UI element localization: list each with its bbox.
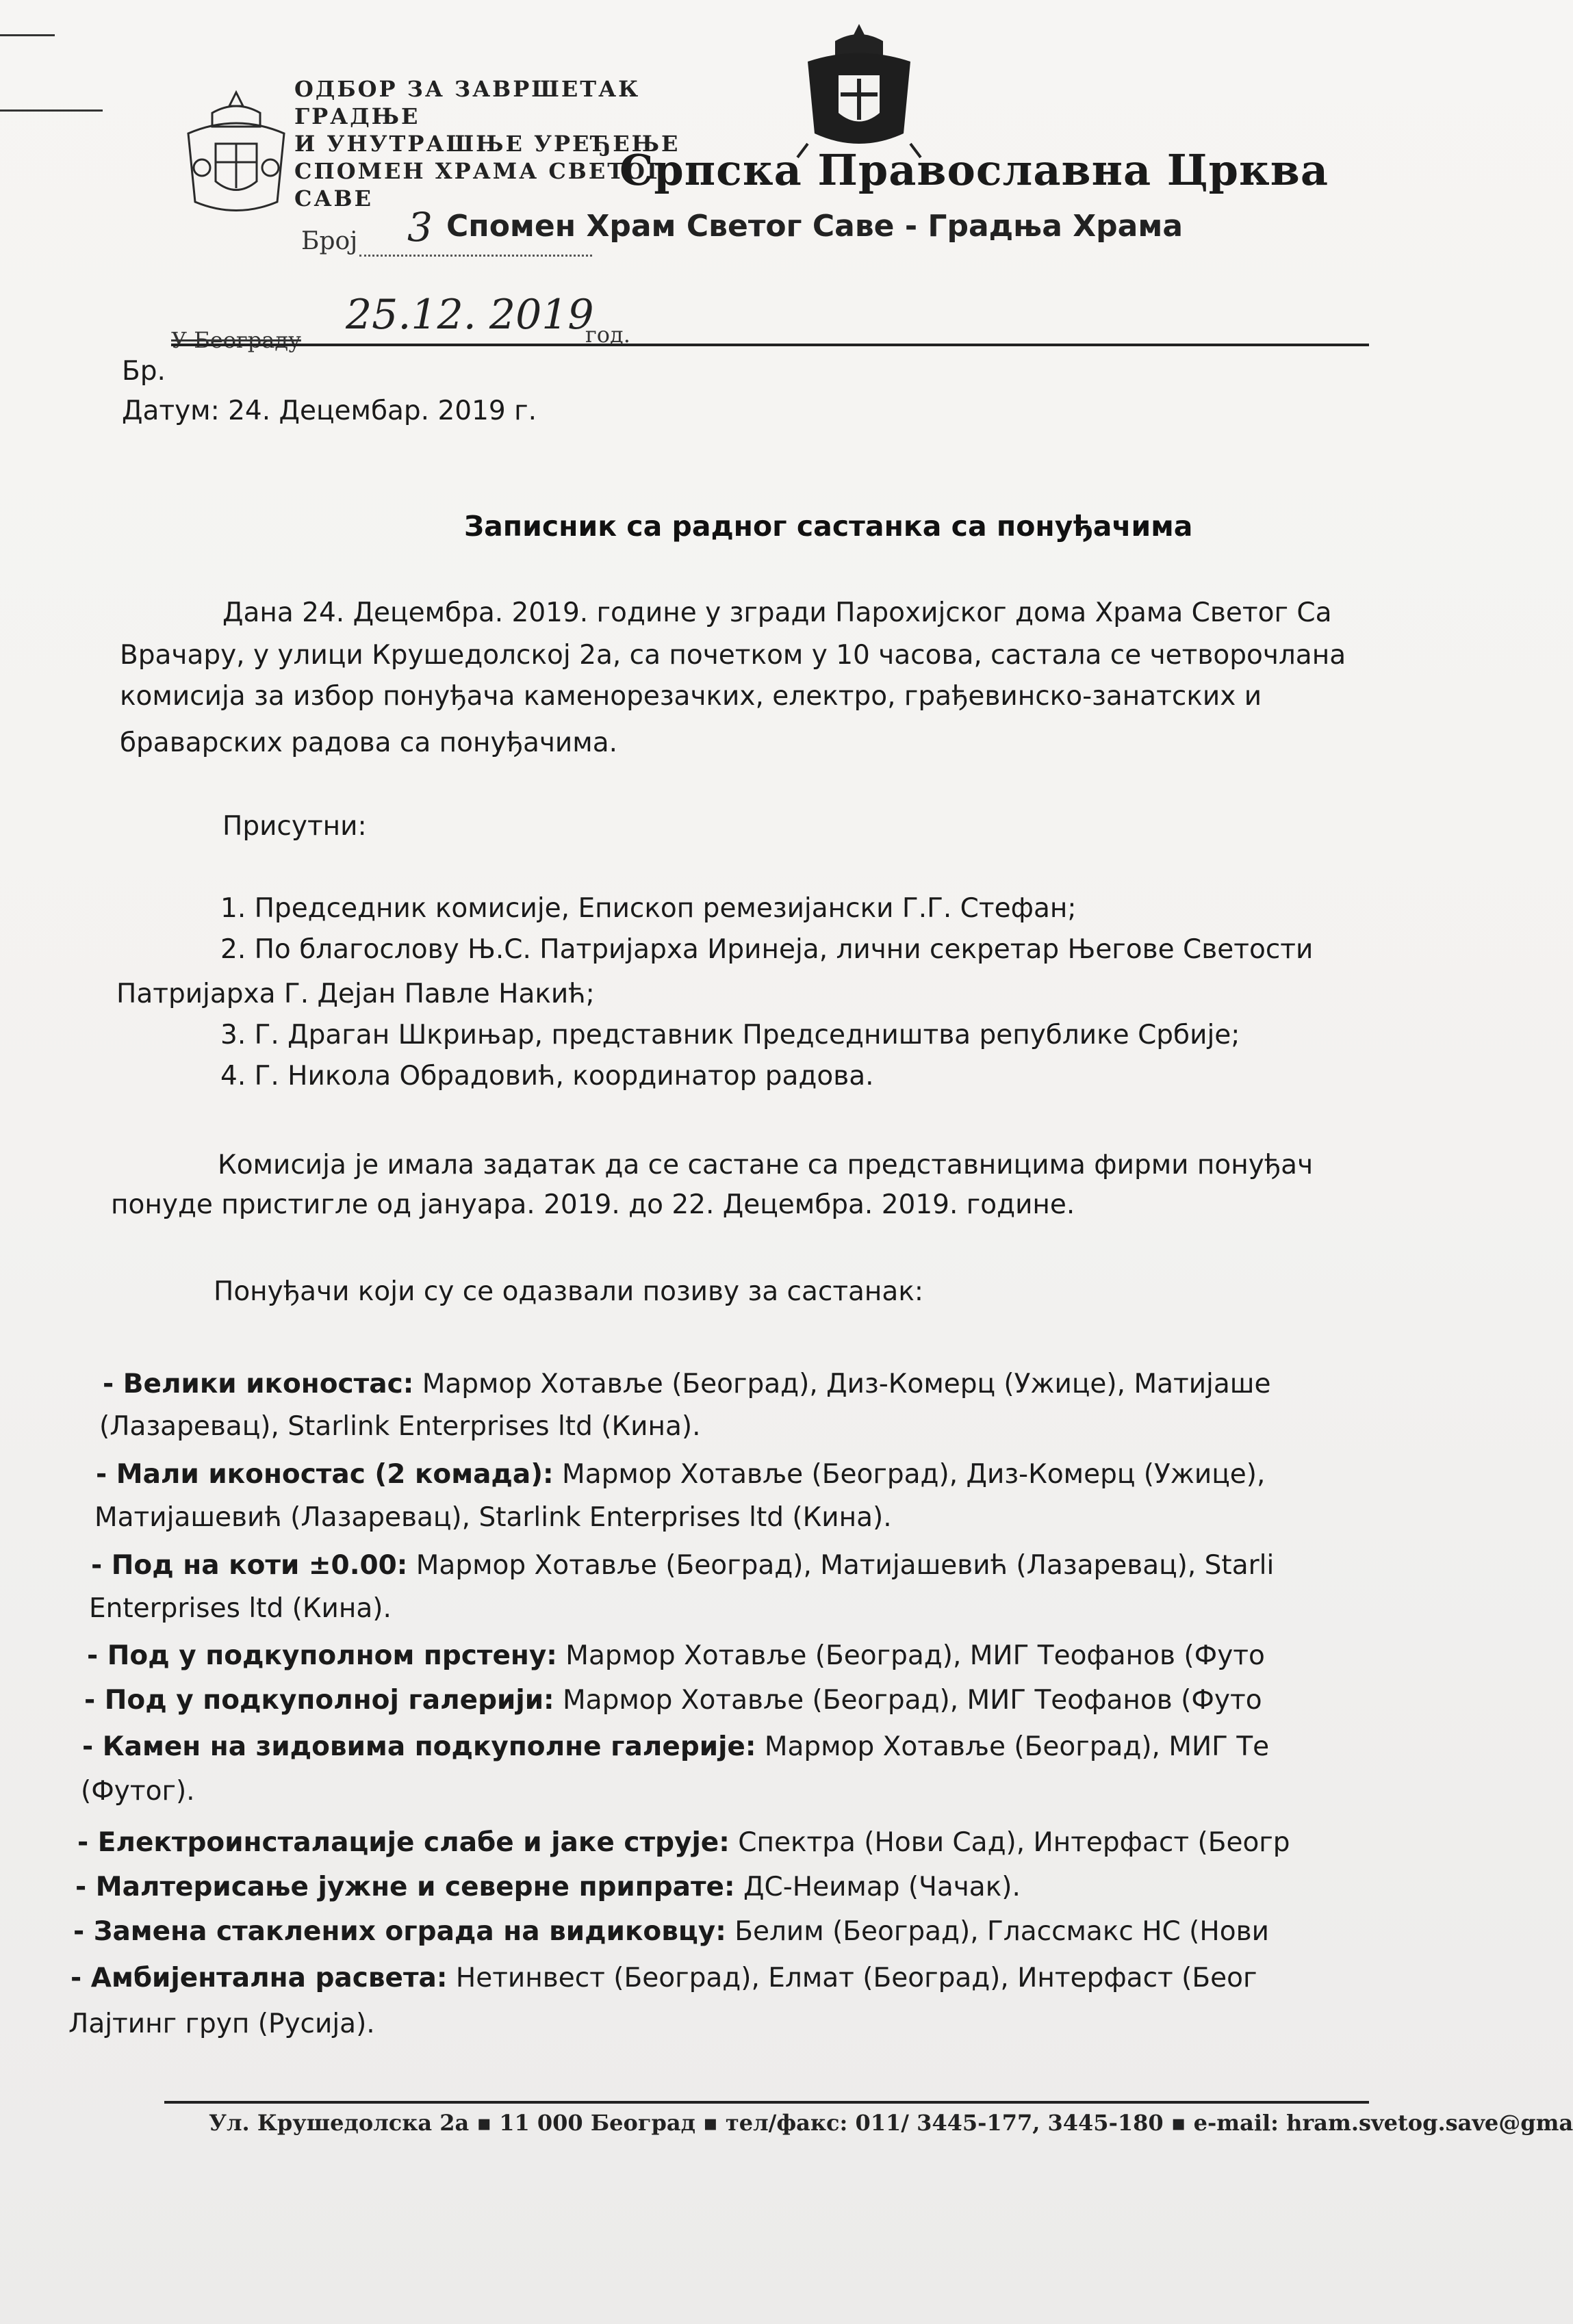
bidder-names: Мармор Хотавље (Београд), МИГ Те: [756, 1731, 1270, 1762]
bidder-names: Мармор Хотавље (Београд), МИГ Теофанов (Футо: [557, 1640, 1265, 1671]
intro-line: комисија за избор понуђача каменорезачких, електро, грађевинско-занатских и: [120, 681, 1262, 712]
task-line: понуде пристигле од јануара. 2019. до 22. Децембра. 2019. године.: [111, 1189, 1075, 1220]
present-label: Присутни:: [222, 811, 367, 842]
margin-mark: [0, 109, 103, 112]
bidder-item: [103, 1362, 1270, 1407]
bidder-names: Мармор Хотавље (Београд), Диз-Комерц (Ужице), Матијаше: [413, 1369, 1271, 1399]
handwritten-date: 25.12. 2019: [346, 291, 594, 339]
place-label: У Београду: [171, 327, 301, 353]
work-type: - Амбијентална расвета:: [71, 1963, 448, 1993]
footer-rule: [164, 2101, 1369, 2104]
year-suffix: год.: [585, 322, 630, 348]
work-type: - Електроинсталације слабе и јаке струје:: [77, 1827, 730, 1858]
bidder-item: [71, 1956, 1257, 2001]
bidder-item: [82, 1725, 1269, 1770]
reference-number: Бр.: [122, 356, 166, 387]
intro-line: Врачару, у улици Крушедолској 2а, са почетком у 10 часова, састала се четворочлана: [120, 640, 1346, 671]
bidder-names: Нетинвест (Београд), Елмат (Београд), Интерфаст (Беог: [447, 1963, 1257, 1993]
work-type: - Мали иконостас (2 комада):: [96, 1459, 554, 1490]
bidder-names: Мармор Хотавље (Београд), Матијашевић (Лазаревац), Starli: [407, 1550, 1275, 1581]
bidders-intro: Понуђачи који су се одазвали позиву за састанак:: [214, 1276, 924, 1307]
bidder-item: [91, 1543, 1274, 1588]
bidder-item: [84, 1678, 1262, 1723]
work-type: - Велики иконостас:: [103, 1369, 414, 1399]
bidder-names: Спектра (Нови Сад), Интерфаст (Беогр: [729, 1827, 1290, 1858]
intro-line: Дана 24. Децембра. 2019. године у згради Парохијског дома Храма Светог Са: [222, 597, 1332, 628]
bidder-item-continuation: Матијашевић (Лазаревац), Starlink Enterprises ltd (Кина).: [94, 1502, 892, 1533]
intro-line: браварских радова са понуђачима.: [120, 727, 617, 758]
bidder-item: [96, 1452, 1265, 1497]
work-type: - Под у подкуполном прстену:: [87, 1640, 557, 1671]
letterhead-subtitle: Спомен Храм Светог Саве - Градња Храма: [446, 209, 1184, 244]
bidder-names: ДС-Неимар (Чачак).: [734, 1872, 1021, 1902]
church-coat-of-arms-icon: [794, 21, 924, 157]
attendee-item: 2. По благослову Њ.С. Патријарха Иринеја, лични секретар Његове Светости: [220, 934, 1314, 965]
handwritten-number: 3: [407, 204, 433, 250]
committee-crest-icon: [175, 86, 298, 222]
work-type: - Замена стаклених ограда на видиковцу:: [73, 1916, 726, 1947]
work-type: - Малтерисање јужне и северне припрате:: [75, 1872, 735, 1902]
bidder-item: [73, 1909, 1269, 1954]
footer-address: Ул. Крушедолска 2а ▪ 11 000 Београд ▪ тел/факс: 011/ 3445-177, 3445-180 ▪ e-mail: hram.svetog.save@gma: [209, 2110, 1573, 2136]
attendee-item: 1. Председник комисије, Епископ ремезијански Г.Г. Стефан;: [220, 893, 1077, 924]
bidder-names: Белим (Београд), Глассмакс НС (Нови: [726, 1916, 1269, 1947]
number-label: Број: [301, 227, 358, 255]
bidder-names: Мармор Хотавље (Београд), МИГ Теофанов (Футо: [554, 1685, 1262, 1716]
attendee-item: Патријарха Г. Дејан Павле Накић;: [116, 979, 595, 1009]
attendee-item: 3. Г. Драган Шкрињар, представник Председништва републике Србије;: [220, 1020, 1240, 1050]
bidder-item: [75, 1865, 1021, 1910]
bidder-item-continuation: (Лазаревац), Starlink Enterprises ltd (Кина).: [99, 1411, 701, 1442]
work-type: - Камен на зидовима подкуполне галерије:: [82, 1731, 756, 1762]
header-rule: [171, 344, 1369, 346]
bidder-item: [87, 1634, 1265, 1679]
bidder-names: Мармор Хотавље (Београд), Диз-Комерц (Ужице),: [553, 1459, 1266, 1490]
bidder-item: [77, 1820, 1290, 1865]
bidder-item-continuation: (Футог).: [81, 1776, 195, 1807]
work-type: - Под на коти ±0.00:: [91, 1550, 408, 1581]
bidder-item-continuation: Enterprises ltd (Кина).: [89, 1593, 392, 1624]
margin-mark: [0, 34, 55, 36]
number-dotted-line: [359, 255, 592, 257]
attendee-item: 4. Г. Никола Обрадовић, координатор радова.: [220, 1061, 874, 1092]
work-type: - Под у подкуполној галерији:: [84, 1685, 554, 1716]
document-title: Записник са радног састанка са понуђачима: [464, 510, 1193, 543]
document-date: Датум: 24. Децембар. 2019 г.: [122, 396, 537, 426]
bidder-item-continuation: Лајтинг груп (Русија).: [68, 2009, 375, 2039]
church-name: Српска Православна Црква: [619, 145, 1329, 195]
task-line: Комисија је имала задатак да се састане са представницима фирми понуђач: [218, 1150, 1314, 1180]
committee-name: ОДБОР ЗА ЗАВРШЕТАК ГРАДЊЕ И УНУТРАШЊЕ УРЕЂЕЊЕ СПОМЕН ХРАМА СВЕТОГ САВЕ: [294, 76, 680, 211]
